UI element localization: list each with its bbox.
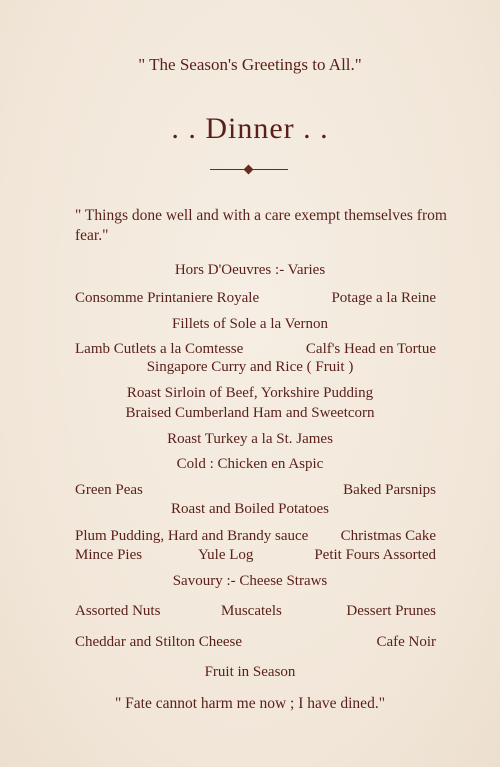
menu-item-cheese: Cheddar and Stilton Cheese <box>75 634 243 650</box>
menu-item-nuts: Assorted Nuts <box>75 603 161 619</box>
diamond-icon <box>244 165 254 175</box>
menu-item-potatoes: Roast and Boiled Potatoes <box>171 501 329 517</box>
page-title: . . Dinner . . <box>171 112 329 145</box>
menu-item-savoury: Savoury :- Cheese Straws <box>172 573 328 589</box>
menu-item-yule-log: Yule Log <box>198 547 254 563</box>
menu-item-petit-fours: Petit Fours Assorted <box>314 547 436 563</box>
menu-item-prunes: Dessert Prunes <box>346 603 436 619</box>
menu-item-mince-pies: Mince Pies <box>75 547 143 563</box>
menu-item-consomme: Consomme Printaniere Royale <box>75 290 260 306</box>
opening-quote: " Things done well and with a care exempt themselves from fear." <box>75 207 447 244</box>
menu-item-sole: Fillets of Sole a la Vernon <box>172 316 328 332</box>
menu-item-potage: Potage a la Reine <box>331 290 436 306</box>
menu-item-lamb: Lamb Cutlets a la Comtesse <box>75 341 244 357</box>
menu-item-green-peas: Green Peas <box>75 482 143 498</box>
greeting: " The Season's Greetings to All." <box>138 55 362 74</box>
menu-item-cold: Cold : Chicken en Aspic <box>176 456 324 472</box>
menu-item-hors-doeuvres: Hors D'Oeuvres :- Varies <box>174 262 326 278</box>
menu-item-sirloin: Roast Sirloin of Beef, Yorkshire Pudding <box>126 385 374 401</box>
divider-ornament <box>210 166 288 174</box>
menu-item-plum-pudding: Plum Pudding, Hard and Brandy sauce <box>75 528 309 544</box>
menu-item-muscatels: Muscatels <box>221 603 282 619</box>
menu-item-parsnips: Baked Parsnips <box>343 482 436 498</box>
menu-item-christmas-cake: Christmas Cake <box>340 528 436 544</box>
menu-item-turkey: Roast Turkey a la St. James <box>167 431 333 447</box>
menu-item-calfs-head: Calf's Head en Tortue <box>305 341 436 357</box>
closing-quote: " Fate cannot harm me now ; I have dined." <box>114 695 386 712</box>
menu-item-curry: Singapore Curry and Rice ( Fruit ) <box>146 359 354 375</box>
menu-item-cafe-noir: Cafe Noir <box>376 634 436 650</box>
menu-item-ham: Braised Cumberland Ham and Sweetcorn <box>125 405 375 421</box>
menu-item-fruit: Fruit in Season <box>204 664 296 680</box>
